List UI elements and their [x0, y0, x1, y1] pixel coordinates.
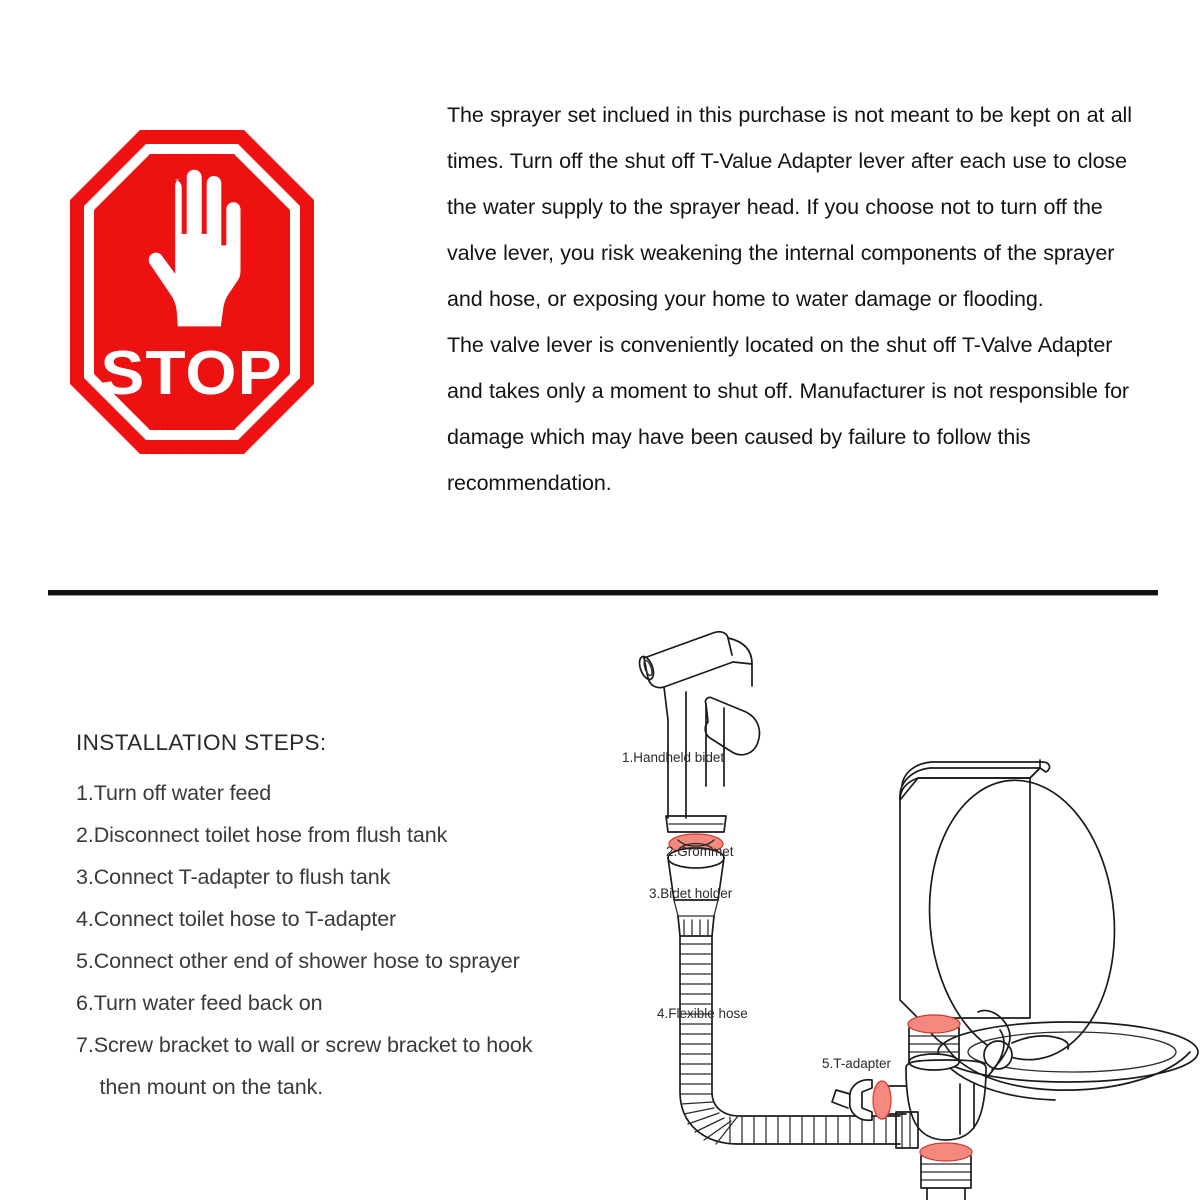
handheld-bidet-sprayer — [637, 632, 760, 832]
label-t-adapter: 5.T-adapter — [822, 1056, 892, 1071]
warning-paragraph-2: The valve lever is conveniently located on the shut off T-Valve Adapter and takes only a moment to shut off. Manufacturer is not responsible for damage which may have been caused by failure to follow this recommendation. — [447, 333, 1129, 495]
stop-sign-graphic — [62, 122, 322, 462]
toilet-illustration — [900, 760, 1198, 1100]
install-step-5: 5.Connect other end of shower hose to sprayer — [76, 949, 520, 973]
install-step-3: 3.Connect T-adapter to flush tank — [76, 865, 391, 889]
install-step-7-continued: then mount on the tank. — [76, 1075, 324, 1099]
diagram-labels — [622, 750, 892, 1071]
warning-paragraph-1: The sprayer set inclued in this purchase is not meant to be kept on at all times. Turn off the shut off T-Value Adapter lever after each use to close the water supply to the sprayer head. If you choose not to turn off the valve lever, you risk weakening the internal components of the sprayer and hose, or exposing your home to water damage or flooding. — [447, 103, 1132, 311]
label-flexible-hose: 4.Flexible hose — [657, 1006, 748, 1021]
install-step-7: 7.Screw bracket to wall or screw bracket to hook — [76, 1033, 533, 1057]
install-step-4: 4.Connect toilet hose to T-adapter — [76, 907, 397, 931]
warning-text-block — [447, 92, 1137, 506]
installation-steps-section — [76, 730, 636, 1108]
label-bidet-holder: 3.Bidet holder — [649, 886, 733, 901]
install-step-1: 1.Turn off water feed — [76, 781, 272, 805]
install-step-6: 6.Turn water feed back on — [76, 991, 323, 1015]
install-step-2: 2.Disconnect toilet hose from flush tank — [76, 823, 448, 847]
bidet-installation-diagram — [600, 600, 1200, 1200]
label-grommet: 2.Grommet — [666, 844, 734, 859]
warning-section — [0, 0, 1200, 593]
t-adapter-part — [832, 1011, 1010, 1200]
label-handheld-bidet: 1.Handheld bidet — [622, 750, 725, 765]
diagram-graphic — [600, 600, 1200, 1200]
stop-label: STOP — [100, 337, 283, 408]
stop-sign — [62, 122, 322, 462]
installation-steps-title: INSTALLATION STEPS: — [76, 730, 327, 755]
section-divider — [48, 590, 1158, 596]
